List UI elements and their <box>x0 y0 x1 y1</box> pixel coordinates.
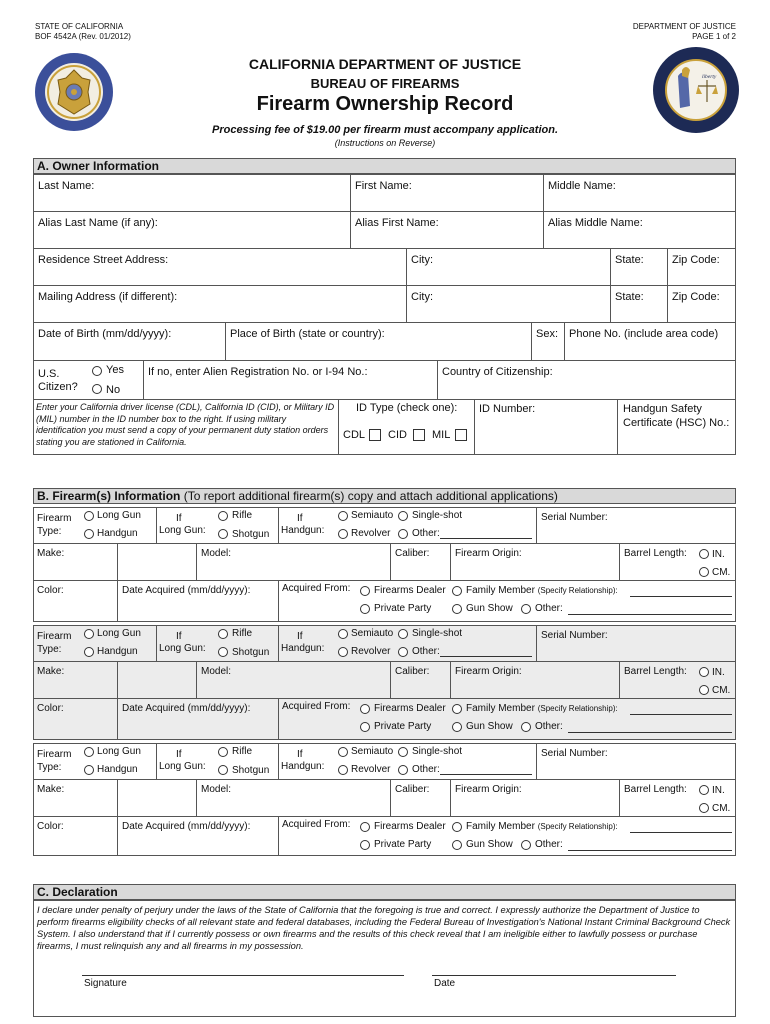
firearm-type-label: Firearm <box>37 749 72 760</box>
department-label: DEPARTMENT OF JUSTICE <box>632 22 736 31</box>
color-field[interactable]: Color: <box>37 585 64 596</box>
signature-line[interactable] <box>82 975 404 976</box>
family-member-label: Family Member (Specify Relationship): <box>466 703 618 714</box>
place-of-birth-field[interactable]: Place of Birth (state or country): <box>230 328 385 340</box>
if-long-gun-label: Long Gun: <box>159 525 206 536</box>
gun-show-radio[interactable] <box>452 840 462 850</box>
barrel-cm-label: CM. <box>712 685 731 696</box>
barrel-in-radio[interactable] <box>699 549 709 559</box>
form-header-left <box>35 22 131 42</box>
date-acquired-field[interactable]: Date Acquired (mm/dd/yyyy): <box>122 585 251 596</box>
form-title: Firearm Ownership Record <box>256 93 514 115</box>
barrel-cm-radio[interactable] <box>699 803 709 813</box>
handgun-other-label: Other: <box>412 528 440 539</box>
firearms-dealer-radio[interactable] <box>360 704 370 714</box>
firearm-type-label: Firearm <box>37 513 72 524</box>
semiauto-radio[interactable] <box>338 747 348 757</box>
gun-show-label: Gun Show <box>466 721 513 732</box>
middle-name-field[interactable]: Middle Name: <box>548 180 616 192</box>
single-shot-radio[interactable] <box>398 747 408 757</box>
hsc-number-field[interactable]: Certificate (HSC) No.: <box>623 417 730 429</box>
mil-label: MIL <box>432 429 451 441</box>
date-acquired-field[interactable]: Date Acquired (mm/dd/yyyy): <box>122 821 251 832</box>
if-long-gun-label: Long Gun: <box>159 643 206 654</box>
revolver-radio[interactable] <box>338 529 348 539</box>
citizen-no-label: No <box>106 384 121 396</box>
handgun-other-input[interactable] <box>440 656 532 657</box>
rifle-radio[interactable] <box>218 747 228 757</box>
firearms-dealer-label: Firearms Dealer <box>374 703 446 714</box>
make-field[interactable]: Make: <box>37 548 65 559</box>
handgun-label: Handgun <box>97 764 138 775</box>
citizen-label: Citizen? <box>38 381 78 393</box>
handgun-label: Handgun <box>97 646 138 657</box>
shotgun-label: Shotgun <box>232 765 270 776</box>
firearms-dealer-label: Firearms Dealer <box>374 821 446 832</box>
shotgun-radio[interactable] <box>218 529 228 539</box>
cdl-checkbox[interactable] <box>369 429 381 441</box>
us-label: U.S. <box>38 368 60 380</box>
mailing-city-field[interactable]: City: <box>411 291 433 303</box>
mailing-address-field[interactable]: Mailing Address (if different): <box>38 291 178 303</box>
acquired-other-label: Other: <box>535 721 563 732</box>
rifle-label: Rifle <box>232 510 253 521</box>
family-member-radio[interactable] <box>452 586 462 596</box>
barrel-in-radio[interactable] <box>699 785 709 795</box>
firearm-type-label-2: Type: <box>37 762 62 773</box>
rifle-radio[interactable] <box>218 629 228 639</box>
handgun-other-label: Other: <box>412 764 440 775</box>
barrel-cm-radio[interactable] <box>699 567 709 577</box>
gun-show-label: Gun Show <box>466 603 513 614</box>
shotgun-radio[interactable] <box>218 765 228 775</box>
long-gun-radio[interactable] <box>84 747 94 757</box>
residence-city-field[interactable]: City: <box>411 254 433 266</box>
shotgun-label: Shotgun <box>232 647 270 658</box>
acquired-other-radio[interactable] <box>521 722 531 732</box>
semiauto-label: Semiauto <box>351 628 394 639</box>
model-field[interactable]: Model: <box>201 666 232 677</box>
residence-address-field[interactable]: Residence Street Address: <box>38 254 169 266</box>
caliber-field[interactable]: Caliber: <box>395 548 430 559</box>
form-header-right <box>633 22 736 42</box>
single-shot-radio[interactable] <box>398 629 408 639</box>
private-party-label: Private Party <box>374 721 432 732</box>
relationship-input[interactable] <box>630 832 732 833</box>
residence-zip-field[interactable]: Zip Code: <box>672 254 720 266</box>
date-acquired-field[interactable]: Date Acquired (mm/dd/yyyy): <box>122 703 251 714</box>
semiauto-label: Semiauto <box>351 510 394 521</box>
barrel-in-label: IN. <box>712 549 725 560</box>
revolver-radio[interactable] <box>338 647 348 657</box>
last-name-field[interactable]: Last Name: <box>38 180 95 192</box>
handgun-other-radio[interactable] <box>398 647 408 657</box>
make-field[interactable]: Make: <box>37 784 65 795</box>
private-party-label: Private Party <box>374 603 432 614</box>
sex-field[interactable]: Sex: <box>536 328 559 340</box>
rifle-label: Rifle <box>232 746 253 757</box>
serial-number-field[interactable]: Serial Number: <box>541 630 608 641</box>
revolver-label: Revolver <box>351 646 391 657</box>
gun-show-radio[interactable] <box>452 722 462 732</box>
residence-state-field[interactable]: State: <box>615 254 644 266</box>
long-gun-radio[interactable] <box>84 511 94 521</box>
model-field[interactable]: Model: <box>201 548 232 559</box>
if-label-2: If <box>297 749 303 760</box>
firearms-dealer-radio[interactable] <box>360 822 370 832</box>
handgun-radio[interactable] <box>84 765 94 775</box>
if-handgun-label: Handgun: <box>281 761 325 772</box>
serial-number-field[interactable]: Serial Number: <box>541 512 608 523</box>
family-member-label: Family Member (Specify Relationship): <box>466 821 618 832</box>
citizen-yes-label: Yes <box>106 364 124 376</box>
single-shot-label: Single-shot <box>412 628 463 639</box>
long-gun-radio[interactable] <box>84 629 94 639</box>
page-number: PAGE 1 of 2 <box>692 32 736 41</box>
family-member-label: Family Member (Specify Relationship): <box>466 585 618 596</box>
handgun-radio[interactable] <box>84 529 94 539</box>
alias-last-name-field[interactable]: Alias Last Name (if any): <box>38 217 158 229</box>
firearm-origin-field[interactable]: Firearm Origin: <box>455 548 522 559</box>
single-shot-radio[interactable] <box>398 511 408 521</box>
form-id: BOF 4542A (Rev. 01/2012) <box>35 32 131 41</box>
id-number-field[interactable]: ID Number: <box>479 403 536 415</box>
mailing-state-field[interactable]: State: <box>615 291 644 303</box>
instructions-note: (Instructions on Reverse) <box>334 138 436 148</box>
firearm-type-label-2: Type: <box>37 644 62 655</box>
semiauto-radio[interactable] <box>338 511 348 521</box>
if-label: If <box>176 513 182 524</box>
acquired-from-label: Acquired From: <box>282 583 351 594</box>
cdl-label: CDL <box>343 429 366 441</box>
svg-text:liberty: liberty <box>702 74 717 80</box>
firearm-origin-field[interactable]: Firearm Origin: <box>455 784 522 795</box>
state-label: STATE OF CALIFORNIA <box>35 22 124 31</box>
acquired-from-label: Acquired From: <box>282 701 351 712</box>
private-party-radio[interactable] <box>360 604 370 614</box>
id-instructions: Enter your California driver license (CDL), California ID (CID), or Military ID (MIL) number in the ID number box to the right. If using military identification you must send a copy of your permanent duty station orders stating you are stationed in California. <box>36 402 335 447</box>
rifle-radio[interactable] <box>218 511 228 521</box>
long-gun-label: Long Gun <box>97 510 141 521</box>
citizen-yes-radio[interactable] <box>92 366 102 376</box>
firearms-dealer-radio[interactable] <box>360 586 370 596</box>
private-party-radio[interactable] <box>360 840 370 850</box>
color-field[interactable]: Color: <box>37 703 64 714</box>
serial-number-field[interactable]: Serial Number: <box>541 748 608 759</box>
acquired-other-label: Other: <box>535 839 563 850</box>
private-party-radio[interactable] <box>360 722 370 732</box>
alien-registration-field[interactable]: If no, enter Alien Registration No. or I-94 No.: <box>148 366 368 378</box>
shotgun-radio[interactable] <box>218 647 228 657</box>
barrel-cm-label: CM. <box>712 567 731 578</box>
acquired-other-input[interactable] <box>568 732 732 733</box>
dob-field[interactable]: Date of Birth (mm/dd/yyyy): <box>38 328 172 340</box>
barrel-in-radio[interactable] <box>699 667 709 677</box>
mailing-zip-field[interactable]: Zip Code: <box>672 291 720 303</box>
section-b-header: B. Firearm(s) Information (To report additional firearm(s) copy and attach additional applications) <box>33 488 736 504</box>
cid-checkbox[interactable] <box>413 429 425 441</box>
private-party-label: Private Party <box>374 839 432 850</box>
barrel-length-field[interactable]: Barrel Length: <box>624 548 687 559</box>
color-field[interactable]: Color: <box>37 821 64 832</box>
firearm-type-label: Firearm <box>37 631 72 642</box>
agency-title: CALIFORNIA DEPARTMENT OF JUSTICE <box>248 56 522 72</box>
relationship-input[interactable] <box>630 596 732 597</box>
acquired-other-label: Other: <box>535 603 563 614</box>
handgun-other-label: Other: <box>412 646 440 657</box>
handgun-radio[interactable] <box>84 647 94 657</box>
revolver-radio[interactable] <box>338 765 348 775</box>
single-shot-label: Single-shot <box>412 510 463 521</box>
handgun-other-radio[interactable] <box>398 529 408 539</box>
id-type-label: ID Type (check one): <box>356 402 458 414</box>
acquired-from-label: Acquired From: <box>282 819 351 830</box>
if-label-2: If <box>297 513 303 524</box>
if-label: If <box>176 631 182 642</box>
revolver-label: Revolver <box>351 764 391 775</box>
citizen-no-radio[interactable] <box>92 384 102 394</box>
fee-notice: Processing fee of $19.00 per firearm must accompany application. <box>211 124 559 136</box>
family-member-radio[interactable] <box>452 704 462 714</box>
family-member-radio[interactable] <box>452 822 462 832</box>
semiauto-label: Semiauto <box>351 746 394 757</box>
barrel-cm-label: CM. <box>712 803 731 814</box>
if-handgun-label: Handgun: <box>281 525 325 536</box>
acquired-other-input[interactable] <box>568 614 732 615</box>
gun-show-label: Gun Show <box>466 839 513 850</box>
acquired-other-input[interactable] <box>568 850 732 851</box>
rifle-label: Rifle <box>232 628 253 639</box>
if-handgun-label: Handgun: <box>281 643 325 654</box>
barrel-in-label: IN. <box>712 785 725 796</box>
acquired-other-radio[interactable] <box>521 840 531 850</box>
section-a-header: A. Owner Information <box>33 158 736 174</box>
alias-middle-name-field[interactable]: Alias Middle Name: <box>548 217 643 229</box>
handgun-other-input[interactable] <box>440 774 532 775</box>
if-label: If <box>176 749 182 760</box>
handgun-other-radio[interactable] <box>398 765 408 775</box>
make-field[interactable]: Make: <box>37 666 65 677</box>
long-gun-label: Long Gun <box>97 746 141 757</box>
first-name-field[interactable]: First Name: <box>355 180 412 192</box>
section-c-header: C. Declaration <box>33 884 736 900</box>
revolver-label: Revolver <box>351 528 391 539</box>
barrel-cm-radio[interactable] <box>699 685 709 695</box>
caliber-field[interactable]: Caliber: <box>395 784 430 795</box>
long-gun-label: Long Gun <box>97 628 141 639</box>
handgun-label: Handgun <box>97 528 138 539</box>
country-citizenship-field[interactable]: Country of Citizenship: <box>442 366 553 378</box>
handgun-other-input[interactable] <box>440 538 532 539</box>
model-field[interactable]: Model: <box>201 784 232 795</box>
if-label-2: If <box>297 631 303 642</box>
gun-show-radio[interactable] <box>452 604 462 614</box>
alias-first-name-field[interactable]: Alias First Name: <box>355 217 439 229</box>
barrel-in-label: IN. <box>712 667 725 678</box>
signature-label: Signature <box>84 978 127 989</box>
single-shot-label: Single-shot <box>412 746 463 757</box>
caliber-field[interactable]: Caliber: <box>395 666 430 677</box>
firearm-origin-field[interactable]: Firearm Origin: <box>455 666 522 677</box>
hsc-label-1: Handgun Safety <box>623 403 702 415</box>
barrel-length-field[interactable]: Barrel Length: <box>624 666 687 677</box>
cid-label: CID <box>388 429 407 441</box>
semiauto-radio[interactable] <box>338 629 348 639</box>
firearm-type-label-2: Type: <box>37 526 62 537</box>
mil-checkbox[interactable] <box>455 429 467 441</box>
date-line[interactable] <box>432 975 676 976</box>
relationship-input[interactable] <box>630 714 732 715</box>
barrel-length-field[interactable]: Barrel Length: <box>624 784 687 795</box>
acquired-other-radio[interactable] <box>521 604 531 614</box>
bureau-title: BUREAU OF FIREARMS <box>310 76 460 91</box>
shotgun-label: Shotgun <box>232 529 270 540</box>
firearms-dealer-label: Firearms Dealer <box>374 585 446 596</box>
phone-field[interactable]: Phone No. (include area code) <box>569 328 719 340</box>
date-label: Date <box>434 978 456 989</box>
declaration-text: I declare under penalty of perjury under the laws of the State of California that the foregoing is true and correct. I expressly authorize the Department of Justice to perform firearms eligibility checks of all relevant state and federal databases, including the Federal Bureau of Investigation's National Instant Criminal Background Check System. I also understand that if I currently possess or own firearms and the results of this check reveal that I am ineligible either to lawfully possess or purchase firearms, I must relinquish any and all firearms in my possession. <box>37 905 731 951</box>
if-long-gun-label: Long Gun: <box>159 761 206 772</box>
